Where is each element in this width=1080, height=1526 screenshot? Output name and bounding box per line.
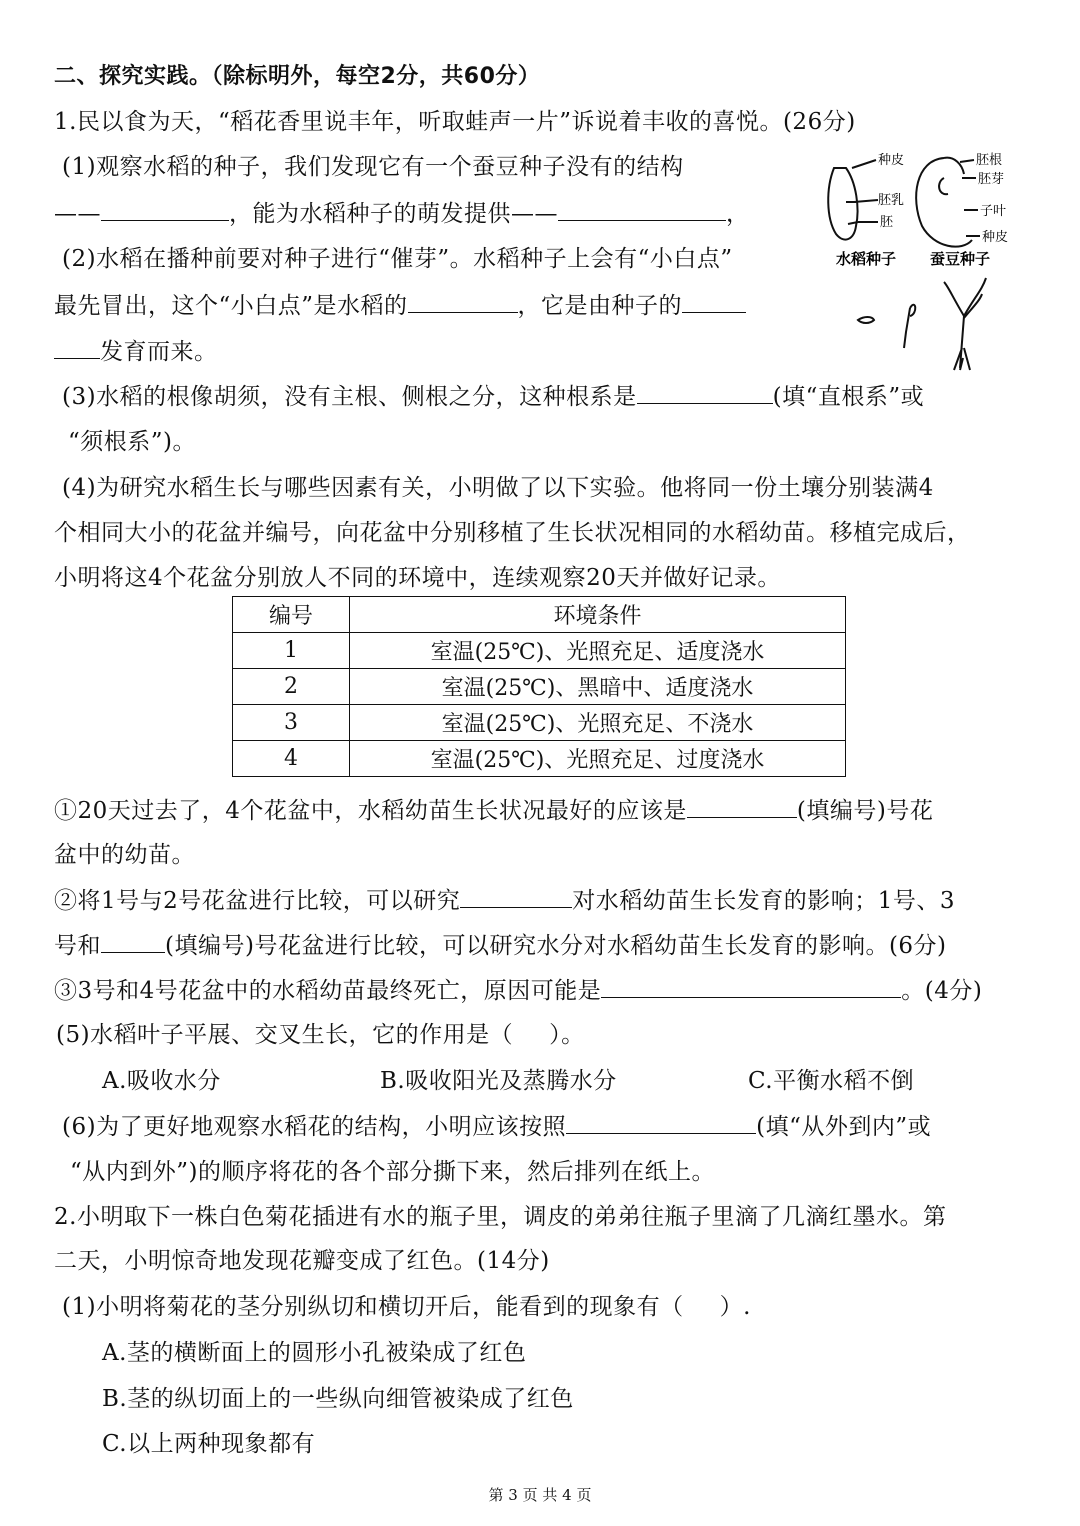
q1-p2-line2 [54, 290, 746, 321]
table-row [233, 669, 846, 705]
q2-p1-text-b: ）. [719, 1294, 751, 1320]
q1-s2-line1 [54, 885, 955, 916]
q1-p2-line1: (2)水稻在播种前要对种子进行“催芽”。水稻种子上会有“小白点” [62, 246, 733, 272]
table-cell: 3 [233, 705, 350, 741]
q1-p6-text-a: (6)为了更好地观察水稻花的结构，小明应该按照 [62, 1114, 567, 1140]
answer-blank[interactable] [687, 795, 797, 818]
q1-s1-line2: 盆中的幼苗。 [54, 842, 195, 868]
page-footer: 第 3 页 共 4 页 [488, 1486, 592, 1504]
rice-label-2: 胚乳 [878, 193, 905, 208]
q1-s2-text-c: 号和 [54, 933, 101, 959]
q1-s3-line [54, 975, 982, 1006]
bean-label-1: 胚根 [976, 153, 1003, 168]
q1-p3-line1 [62, 381, 924, 412]
q1-p2-line3 [54, 336, 218, 367]
q1-s2-text-d: (填编号)号花盆进行比较，可以研究水分对水稻幼苗生长发育的影响。(6分) [165, 933, 947, 959]
table-row [233, 705, 846, 741]
q1-p5-option-c: C.平衡水稻不倒 [748, 1068, 915, 1094]
q1-p3-text-a: (3)水稻的根像胡须，没有主根、侧根之分，这种根系是 [62, 384, 637, 410]
q1-p4-line1: (4)为研究水稻生长与哪些因素有关，小明做了以下实验。他将同一份土壤分别装满4 [62, 475, 934, 501]
q1-p6-text-b: (填“从外到内”或 [756, 1114, 932, 1140]
q1-s2-text-a: ②将1号与2号花盆进行比较，可以研究 [54, 888, 461, 914]
answer-blank[interactable] [408, 290, 518, 313]
table-cell: 室温(25℃)、光照充足、不浇水 [350, 705, 846, 741]
table-header: 编号 [233, 597, 350, 633]
q1-p5-text-a: (5)水稻叶子平展、交叉生长，它的作用是（ [56, 1022, 514, 1048]
q1-p2-text-b: ，它是由种子的 [517, 293, 683, 319]
q1-p6-line2: “从内到外”)的顺序将花的各个部分撕下来，然后排列在纸上。 [70, 1159, 715, 1185]
answer-blank[interactable] [101, 930, 165, 953]
q1-p1-line2 [54, 198, 750, 229]
seedling-stage-1 [858, 317, 874, 323]
table-row [233, 633, 846, 669]
q1-p5-line [56, 1020, 585, 1050]
seedling-stage-2 [904, 305, 915, 348]
answer-blank[interactable] [682, 290, 746, 313]
q1-p4-line2: 个相同大小的花盆并编号，向花盆中分别移植了生长状况相同的水稻幼苗。移植完成后， [54, 520, 971, 546]
q2-p1-text-a: (1)小明将菊花的茎分别纵切和横切开后，能看到的现象有（ [62, 1294, 684, 1320]
answer-blank[interactable] [637, 381, 773, 404]
section-title: 二、探究实践。（除标明外，每空2分，共60分） [54, 64, 541, 89]
answer-blank[interactable] [460, 885, 572, 908]
q1-p3-line2: “须根系”)。 [68, 429, 196, 455]
bean-label-2: 胚芽 [978, 172, 1005, 187]
q1-p5-option-b: B.吸收阳光及蒸腾水分 [380, 1068, 617, 1094]
table-cell: 1 [233, 633, 350, 669]
seedling-stage-3 [944, 278, 986, 370]
environment-table [232, 596, 846, 777]
table-cell: 室温(25℃)、光照充足、适度浇水 [350, 633, 846, 669]
answer-blank[interactable] [558, 198, 726, 221]
q2-option-b: B.茎的纵切面上的一些纵向细管被染成了红色 [102, 1386, 574, 1412]
rice-label-1: 种皮 [878, 153, 905, 168]
q1-s1-text-b: (填编号)号花 [796, 798, 934, 824]
q1-s3-text-a: ③3号和4号花盆中的水稻幼苗最终死亡，原因可能是 [54, 978, 602, 1004]
dash-text: —— [54, 201, 101, 227]
q1-intro: 1.民以食为天，“稻花香里说丰年，听取蛙声一片”诉说着丰收的喜悦。(26分) [54, 109, 856, 135]
rice-caption: 水稻种子 [836, 250, 897, 268]
table-header-row [233, 597, 846, 633]
table-cell: 2 [233, 669, 350, 705]
q1-p4-line3: 小明将这4个花盆分别放人不同的环境中，连续观察20天并做好记录。 [54, 565, 781, 591]
rice-label-3: 胚 [880, 215, 894, 230]
q2-option-c: C.以上两种现象都有 [102, 1431, 316, 1457]
bean-caption: 蚕豆种子 [930, 250, 991, 268]
q1-p1-mid-text: ，能为水稻种子的萌发提供—— [229, 201, 558, 227]
q1-p3-text-b: (填“直根系”或 [772, 384, 925, 410]
bean-label-3: 子叶 [980, 204, 1007, 219]
table-cell: 4 [233, 741, 350, 777]
q1-p5-option-a: A.吸收水分 [102, 1068, 221, 1094]
q1-p1-end-text: ， [726, 201, 750, 227]
q1-p6-line1 [62, 1111, 931, 1142]
answer-blank[interactable] [101, 198, 229, 221]
table-cell: 室温(25℃)、光照充足、过度浇水 [350, 741, 846, 777]
q2-p1-line [62, 1292, 751, 1322]
answer-blank[interactable] [54, 336, 100, 359]
table-row [233, 741, 846, 777]
bean-embryo [939, 158, 964, 195]
q1-s2-text-b: 对水稻幼苗生长发育的影响；1号、3 [572, 888, 956, 914]
q1-s3-text-b: 。(4分) [901, 978, 983, 1004]
q1-p5-text-b: ）。 [549, 1022, 585, 1048]
q1-p2-text-a: 最先冒出，这个“小白点”是水稻的 [54, 293, 408, 319]
q1-s2-line2 [54, 930, 947, 961]
q2-option-a: A.茎的横断面上的圆形小孔被染成了红色 [102, 1340, 527, 1366]
q1-s1-line1 [54, 795, 933, 826]
rice-seed-outline [828, 168, 857, 240]
q1-p2-text-c: 发育而来。 [100, 339, 218, 365]
answer-blank[interactable] [601, 975, 901, 998]
seed-diagram [824, 148, 1024, 378]
table-cell: 室温(25℃)、黑暗中、适度浇水 [350, 669, 846, 705]
answer-blank[interactable] [566, 1111, 756, 1134]
q1-s1-text-a: ①20天过去了，4个花盆中，水稻幼苗生长状况最好的应该是 [54, 798, 687, 824]
q2-intro-line1: 2.小明取下一株白色菊花插进有水的瓶子里，调皮的弟弟往瓶子里滴了几滴红墨水。第 [54, 1204, 947, 1230]
q2-intro-line2: 二天，小明惊奇地发现花瓣变成了红色。(14分) [54, 1248, 550, 1274]
q1-p1-line1: (1)观察水稻的种子，我们发现它有一个蚕豆种子没有的结构 [62, 154, 684, 180]
bean-label-4: 种皮 [982, 230, 1009, 245]
table-header: 环境条件 [350, 597, 846, 633]
